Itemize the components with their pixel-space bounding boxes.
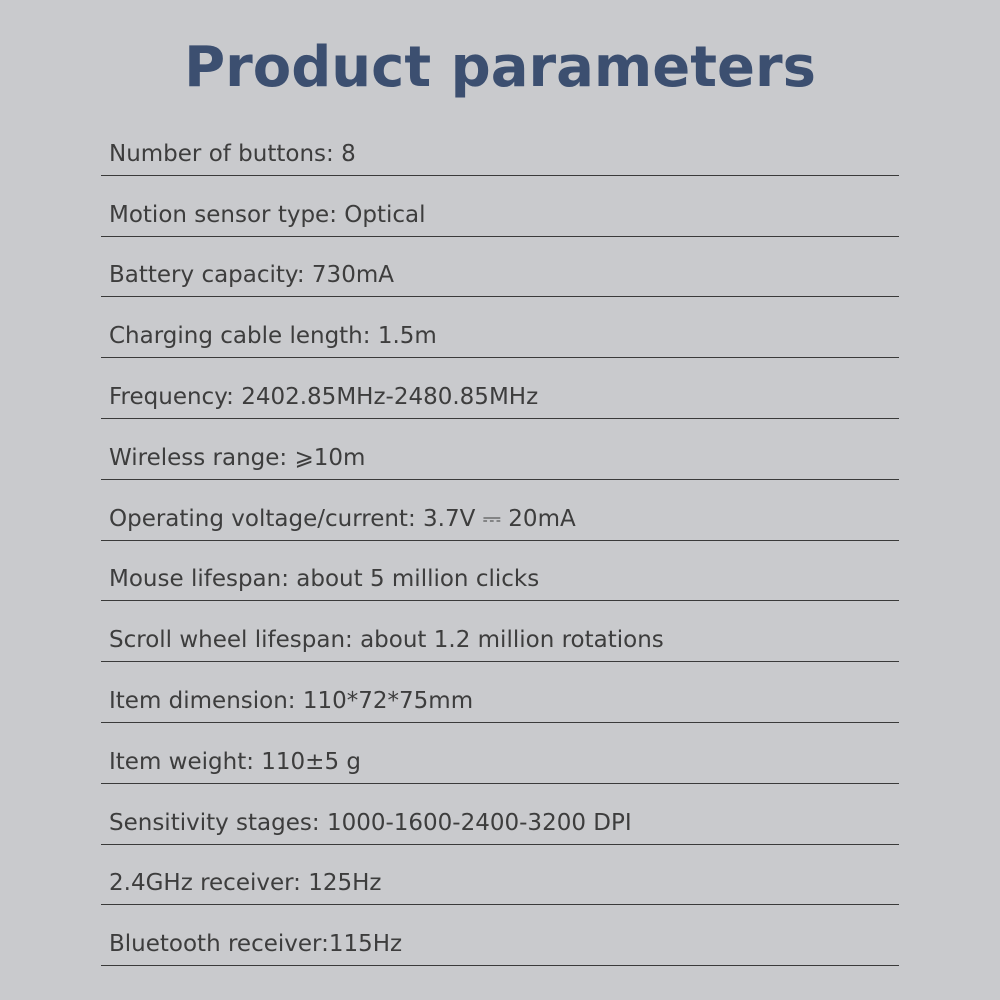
spec-bluetooth-receiver: Bluetooth receiver:115Hz <box>109 931 403 958</box>
spec-charging-cable-length: Charging cable length: 1.5m <box>109 323 437 350</box>
spec-mouse-lifespan: Mouse lifespan: about 5 million clicks <box>109 566 540 593</box>
spec-2-4ghz-receiver: 2.4GHz receiver: 125Hz <box>109 870 382 897</box>
spec-scroll-wheel-lifespan: Scroll wheel lifespan: about 1.2 million rotations <box>109 627 664 654</box>
spec-row <box>101 905 899 966</box>
spec-wireless-range: Wireless range: ⩾10m <box>109 444 366 471</box>
spec-frequency: Frequency: 2402.85MHz-2480.85MHz <box>109 383 539 410</box>
spec-item-weight: Item weight: 110±5 g <box>109 748 361 775</box>
spec-row <box>101 176 899 237</box>
spec-sensitivity-stages: Sensitivity stages: 1000-1600-2400-3200 DPI <box>109 809 632 836</box>
spec-battery-capacity: Battery capacity: 730mA <box>109 262 394 289</box>
spec-row <box>101 358 899 419</box>
spec-row <box>101 297 899 358</box>
spec-row <box>101 723 899 784</box>
spec-row <box>101 662 899 723</box>
spec-list <box>101 115 899 966</box>
spec-item-dimension: Item dimension: 110*72*75mm <box>109 687 474 714</box>
spec-motion-sensor-type: Motion sensor type: Optical <box>109 201 426 228</box>
spec-row <box>101 419 899 480</box>
spec-row <box>101 541 899 602</box>
spec-row <box>101 115 899 176</box>
page-title: Product parameters <box>184 35 816 100</box>
spec-row <box>101 845 899 906</box>
spec-row <box>101 237 899 298</box>
spec-operating-voltage-current: Operating voltage/current: 3.7V ⎓ 20mA <box>109 505 576 532</box>
spec-row <box>101 601 899 662</box>
spec-row <box>101 480 899 541</box>
spec-row <box>101 784 899 845</box>
spec-number-of-buttons: Number of buttons: 8 <box>109 140 356 167</box>
